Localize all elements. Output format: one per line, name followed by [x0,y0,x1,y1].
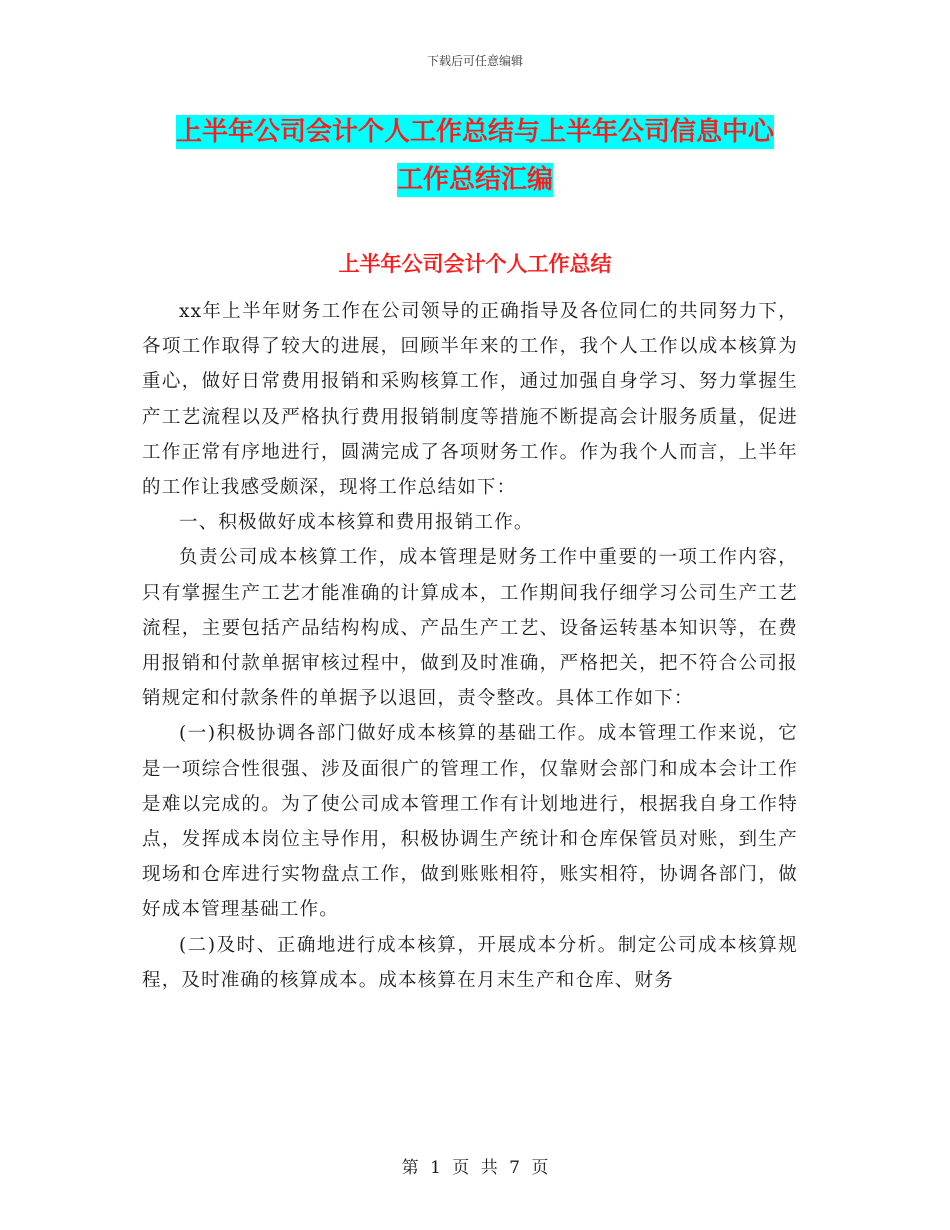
document-title-line-1: 上半年公司会计个人工作总结与上半年公司信息中心 [175,117,774,147]
document-title-line-2: 工作总结汇编 [396,165,553,195]
document-body [142,294,798,998]
paragraph: xx年上半年财务工作在公司领导的正确指导及各位同仁的共同努力下，各项工作取得了较大的进展，回顾半年来的工作，我个人工作以成本核算为重心，做好日常费用报销和采购核算工作，通过加强自身学习、努力掌握生产工艺流程以及严格执行费用报销制度等措施不断提高会计服务质量，促进工作正常有序地进行，圆满完成了各项财务工作。作为我个人而言，上半年的工作让我感受颇深，现将工作总结如下： [142,301,798,499]
paragraph: (一)积极协调各部门做好成本核算的基础工作。成本管理工作来说，它是一项综合性很强、涉及面很广的管理工作，仅靠财会部门和成本会计工作是难以完成的。为了使公司成本管理工作有计划地进行，根据我自身工作特点，发挥成本岗位主导作用，积极协调生产统计和仓库保管员对账，到生产现场和仓库进行实物盘点工作，做到账账相符，账实相符，协调各部门，做好成本管理基础工作。 [142,723,798,921]
paragraph: 一、积极做好成本核算和费用报销工作。 [179,512,534,534]
section-title: 上半年公司会计个人工作总结 [338,252,612,276]
paragraph: (二)及时、正确地进行成本核算，开展成本分析。制定公司成本核算规程，及时准确的核算成本。成本核算在月末生产和仓库、财务 [142,934,798,991]
paragraph: 负责公司成本核算工作，成本管理是财务工作中重要的一项工作内容，只有掌握生产工艺才能准确的计算成本，工作期间我仔细学习公司生产工艺流程，主要包括产品结构构成、产品生产工艺、设备运转基本知识等，在费用报销和付款单据审核过程中，做到及时准确，严格把关，把不符合公司报销规定和付款条件的单据予以退回，责令整改。具体工作如下： [142,547,798,710]
document-title [100,108,850,204]
header-note: 下载后可任意编辑 [426,54,523,68]
page-number: 第 1 页 共 7 页 [401,1158,549,1178]
